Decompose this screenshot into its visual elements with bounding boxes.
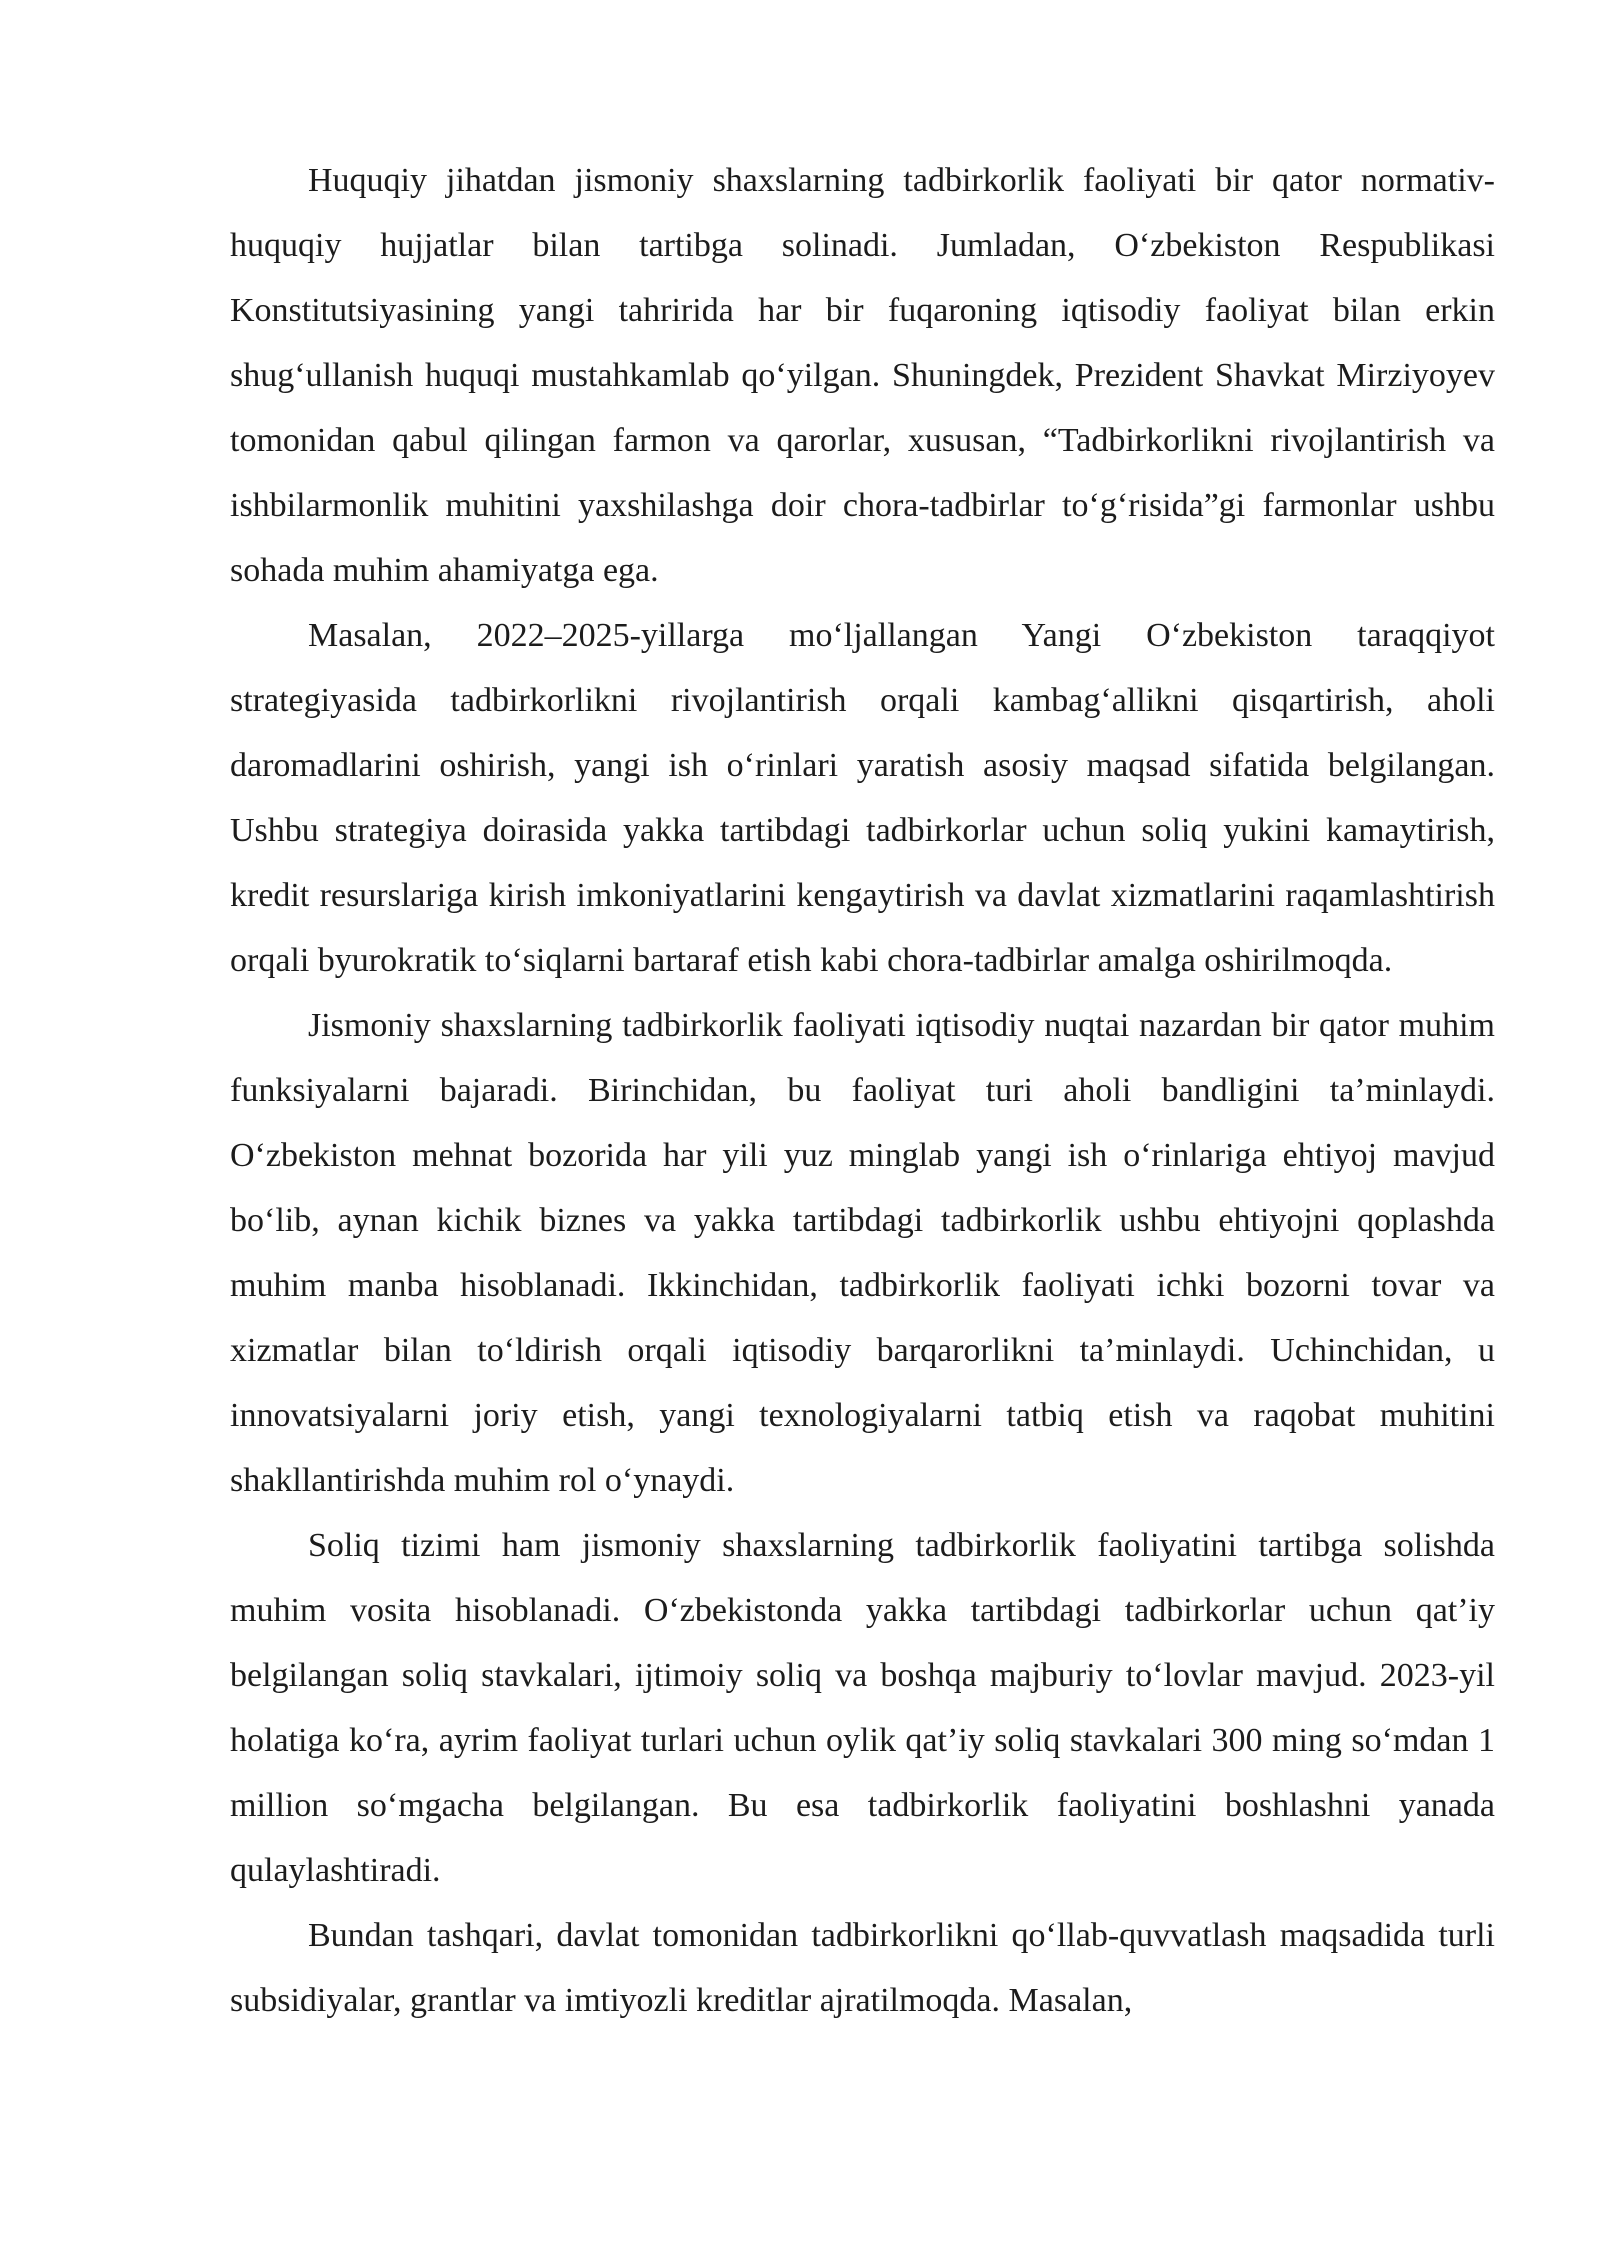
paragraph-development-strategy: Masalan, 2022–2025-yillarga mo‘ljallangan Yangi O‘zbekiston taraqqiyot strategiyasida tadbirkorlikni rivojlantirish orqali kambag‘allikni qisqartirish, aholi daromadlarini oshirish, yangi ish o‘rinlari yaratish asosiy maqsad sifatida belgilangan. Ushbu strategiya doirasida yakka tartibdagi tadbirkorlar uchun soliq yukini kamaytirish, kredit resurslariga kirish imkoniyatlarini kengaytirish va davlat xizmatlarini raqamlashtirish orqali byurokratik to‘siqlarni bartaraf etish kabi chora-tadbirlar amalga oshirilmoqda. bbox=[230, 617, 1495, 979]
paragraph-tax-system: Soliq tizimi ham jismoniy shaxslarning tadbirkorlik faoliyatini tartibga solishda muhim vosita hisoblanadi. O‘zbekistonda yakka tartibdagi tadbirkorlar uchun qat’iy belgilangan soliq stavkalari, ijtimoiy soliq va boshqa majburiy to‘lovlar mavjud. 2023-yil holatiga ko‘ra, ayrim faoliyat turlari uchun oylik qat’iy soliq stavkalari 300 ming so‘mdan 1 million so‘mgacha belgilangan. Bu esa tadbirkorlik faoliyatini boshlashni yanada qulaylashtiradi. bbox=[230, 1527, 1495, 1889]
paragraph-economic-functions: Jismoniy shaxslarning tadbirkorlik faoliyati iqtisodiy nuqtai nazardan bir qator muhim funksiyalarni bajaradi. Birinchidan, bu faoliyat turi aholi bandligini ta’minlaydi. O‘zbekiston mehnat bozorida har yili yuz minglab yangi ish o‘rinlariga ehtiyoj mavjud bo‘lib, aynan kichik biznes va yakka tartibdagi tadbirkorlik ushbu ehtiyojni qoplashda muhim manba hisoblanadi. Ikkinchidan, tadbirkorlik faoliyati ichki bozorni tovar va xizmatlar bilan to‘ldirish orqali iqtisodiy barqarorlikni ta’minlaydi. Uchinchidan, u innovatsiyalarni joriy etish, yangi texnologiyalarni tatbiq etish va raqobat muhitini shakllantirishda muhim rol o‘ynaydi. bbox=[230, 1007, 1495, 1499]
paragraph-state-support: Bundan tashqari, davlat tomonidan tadbirkorlikni qo‘llab-quvvatlash maqsadida turli subsidiyalar, grantlar va imtiyozli kreditlar ajratilmoqda. Masalan, bbox=[230, 1917, 1495, 2019]
paragraph-legal-framework: Huquqiy jihatdan jismoniy shaxslarning tadbirkorlik faoliyati bir qator normativ-huquqiy hujjatlar bilan tartibga solinadi. Jumladan, O‘zbekiston Respublikasi Konstitutsiyasining yangi tahririda har bir fuqaroning iqtisodiy faoliyat bilan erkin shug‘ullanish huquqi mustahkamlab qo‘yilgan. Shuningdek, Prezident Shavkat Mirziyoyev tomonidan qabul qilingan farmon va qarorlar, xususan, “Tadbirkorlikni rivojlantirish va ishbilarmonlik muhitini yaxshilashga doir chora-tadbirlar to‘g‘risida”gi farmonlar ushbu sohada muhim ahamiyatga ega. bbox=[230, 162, 1495, 589]
document-body bbox=[230, 148, 1495, 2033]
